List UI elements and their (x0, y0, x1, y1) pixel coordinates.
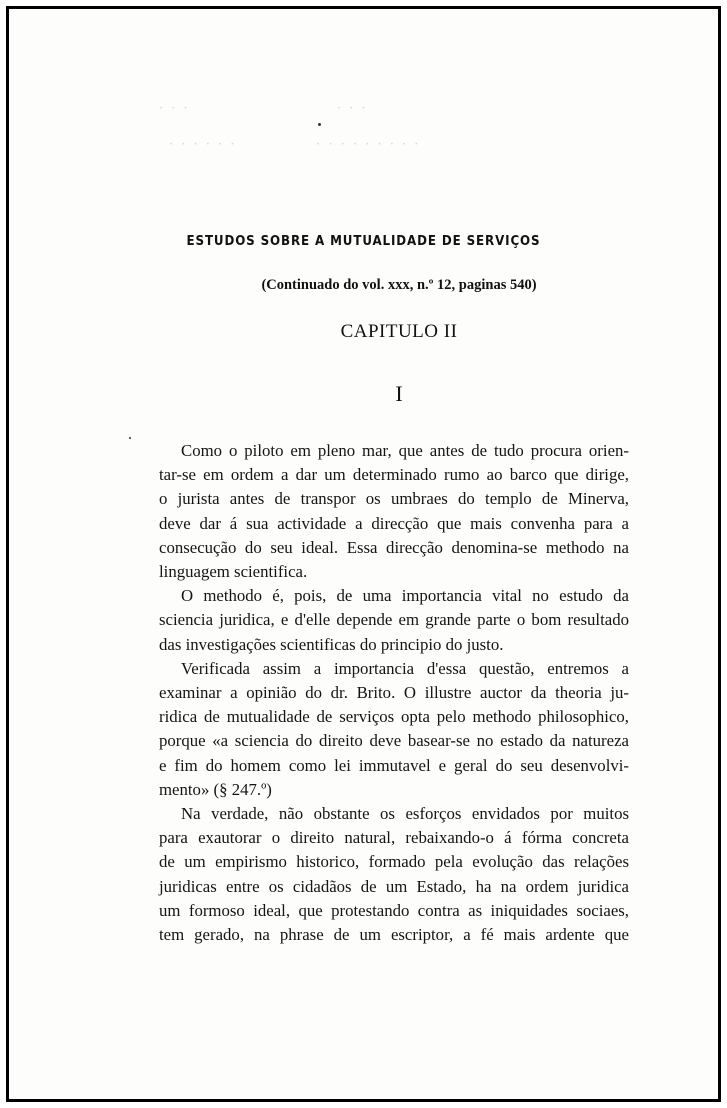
paragraph (159, 584, 629, 657)
body-text (159, 439, 629, 947)
page-scan (6, 6, 721, 1102)
text-line: deve dar á sua actividade a direcção que mais convenha para a (159, 513, 629, 533)
speck (129, 437, 131, 439)
chapter-heading: CAPITULO II (340, 321, 458, 342)
text-line: porque «a sciencia do direito deve basear-se no estado da natureza (159, 731, 629, 751)
text-line: mento» (§ 247.º) (159, 779, 272, 799)
text-line: tem gerado, na phrase de um escriptor, a fé mais ardente que (159, 925, 629, 945)
text-line: Verificada assim a importancia d'essa questão, entremos a (181, 658, 629, 678)
text-line: Como o piloto em pleno mar, que antes de tudo procura orien- (181, 441, 629, 460)
bleed-through-mark: · · · · · · (159, 101, 368, 116)
speck (318, 123, 321, 126)
paragraph (159, 657, 629, 802)
text-line: examinar a opinião do dr. Brito. O illustre auctor da theoria ju- (159, 683, 629, 703)
bleed-through-mark: · · · · · · · · · · · · · · · (169, 137, 421, 152)
text-line: sciencia juridica, e d'elle depende em grande parte o bom resultado (159, 610, 629, 630)
text-line: o jurista antes de transpor os umbraes do templo de Minerva, (159, 489, 629, 509)
paragraph (159, 802, 629, 947)
text-line: e fim do homem como lei immutavel e geral do seu desenvolvi- (159, 755, 629, 775)
text-line: ridica de mutualidade de serviços opta pelo methodo philosophico, (159, 707, 629, 727)
text-line: Na verdade, não obstante os esforços envidados por muitos (181, 804, 629, 824)
text-line: de um empirismo historico, formado pela evolução das relações (159, 852, 629, 872)
text-line: tar-se em ordem a dar um determinado rumo ao barco que dirige, (159, 465, 629, 485)
text-line: linguagem scientifica. (159, 562, 308, 582)
text-line: um formoso ideal, que protestando contra as iniquidades sociaes, (159, 900, 629, 920)
text-line: para exautorar o direito natural, rebaixando-o á fórma concreta (159, 828, 629, 848)
continuation-note: (Continuado do vol. xxx, n.º 12, paginas 540) (261, 277, 537, 293)
text-line: consecução do seu ideal. Essa direcção denomina-se methodo na (159, 537, 629, 557)
paragraph (159, 439, 629, 584)
text-line: O methodo é, pois, de uma importancia vital no estudo da (181, 586, 629, 606)
text-line: das investigações scientificas do principio do justo. (159, 634, 504, 654)
article-title: ESTUDOS SOBRE A MUTUALIDADE DE SERVIÇOS (186, 233, 541, 249)
section-number: I (395, 381, 403, 406)
text-line: juridicas entre os cidadãos de um Estado, ha na ordem juridica (159, 876, 629, 896)
